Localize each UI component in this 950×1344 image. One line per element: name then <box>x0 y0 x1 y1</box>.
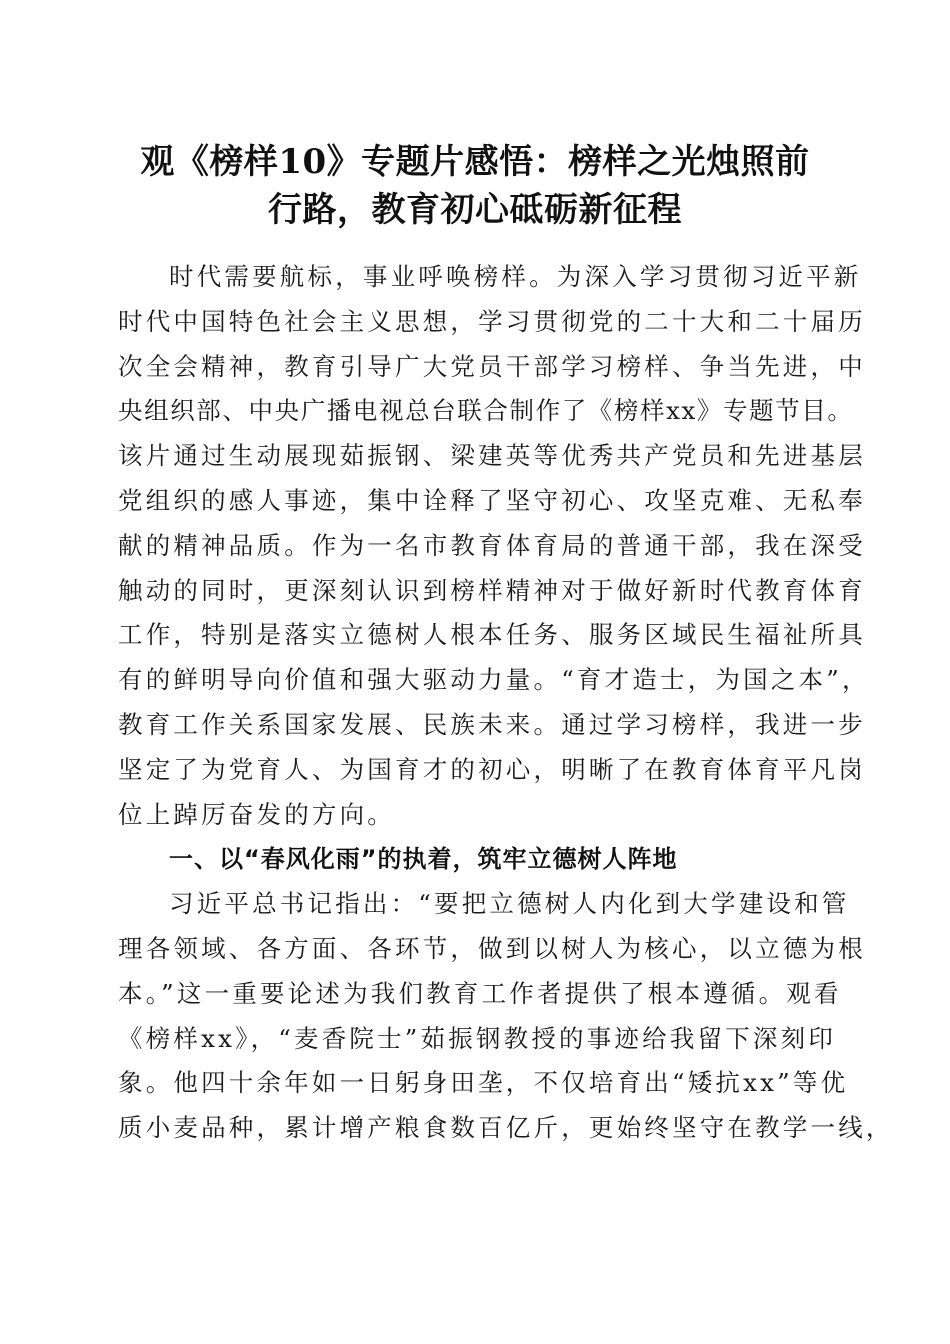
paragraph-1 <box>118 255 870 837</box>
paragraph-line: 央组织部、中央广播电视总台联合制作了《榜样xx》专题节目。 <box>118 396 854 426</box>
paragraph-line: 位上踔厉奋发的方向。 <box>118 799 395 829</box>
paragraph-line: 《榜样xx》，“麦香院士”茹振钢教授的事迹给我留下深刻印 <box>118 1023 837 1053</box>
paragraph-line: 坚定了为党育人、为国育才的初心，明晰了在教育体育平凡岗 <box>118 754 866 784</box>
paragraph-line: 教育工作关系国家发展、民族未来。通过学习榜样，我进一步 <box>118 709 866 739</box>
title-line-1: 观《榜样10》专题片感悟：榜样之光烛照前 <box>140 142 810 182</box>
paragraph-line: 有的鲜明导向价值和强大驱动力量。“育才造士，为国之本”， <box>118 665 870 695</box>
title-line-2: 行路，教育初心砥砺新征程 <box>268 190 682 230</box>
document-body <box>118 255 894 1151</box>
paragraph-2 <box>118 882 894 1151</box>
paragraph-line: 时代中国特色社会主义思想，学习贯彻党的二十大和二十届历 <box>118 306 866 336</box>
page-title <box>0 138 950 234</box>
paragraph-line: 质小麦品种，累计增产粮食数百亿斤，更始终坚守在教学一线， <box>118 1113 894 1143</box>
paragraph-line: 触动的同时，更深刻认识到榜样精神对于做好新时代教育体育 <box>118 575 866 605</box>
paragraph-line: 次全会精神，教育引导广大党员干部学习榜样、争当先进，中 <box>118 351 866 381</box>
section-heading: 一、以“春风化雨”的执着，筑牢立德树人阵地 <box>169 845 678 874</box>
paragraph-line: 献的精神品质。作为一名市教育体育局的普通干部，我在深受 <box>118 530 866 560</box>
paragraph-line: 象。他四十余年如一日躬身田垄，不仅培育出“矮抗xx”等优 <box>118 1068 849 1098</box>
paragraph-line: 该片通过生动展现茹振钢、梁建英等优秀共产党员和先进基层 <box>118 441 866 471</box>
paragraph-line: 习近平总书记指出：“要把立德树人内化到大学建设和管 <box>169 889 850 919</box>
paragraph-line: 党组织的感人事迹，集中诠释了坚守初心、攻坚克难、无私奉 <box>118 485 866 515</box>
paragraph-line: 时代需要航标，事业呼唤榜样。为深入学习贯彻习近平新 <box>169 262 862 291</box>
paragraph-line: 理各领域、各方面、各环节，做到以树人为核心，以立德为根 <box>118 933 866 963</box>
paragraph-line: 工作，特别是落实立德树人根本任务、服务区域民生福祉所具 <box>118 620 866 650</box>
paragraph-line: 本。”这一重要论述为我们教育工作者提供了根本遵循。观看 <box>118 978 842 1008</box>
